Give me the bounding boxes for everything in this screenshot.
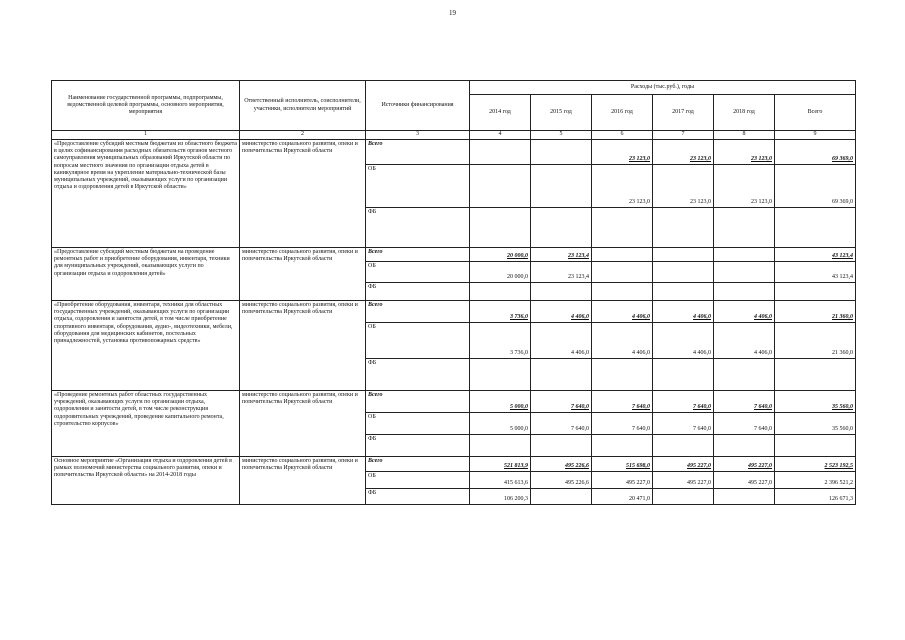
value-cell [714,435,775,457]
value-cell [775,359,856,391]
column-number: 4 [470,131,531,140]
value-cell: 23 123,4 [531,262,592,283]
value-cell: 43 123,4 [775,262,856,283]
header-year: 2018 год [714,95,775,131]
header-program: Наименование государственной программы, подпрограммы, ведомственной целевой программы, основного мероприятия, мероприятия [52,81,240,131]
header-source: Источники финансирования [366,81,470,131]
measure-executor: министерство социального развития, опеки и попечительства Иркутской области [240,140,366,248]
value-cell: 5 000,0 [470,413,531,435]
value-cell: 23 123,0 [653,140,714,165]
value-cell: 23 123,0 [714,165,775,208]
value-cell [714,359,775,391]
value-cell: 23 123,0 [714,140,775,165]
value-cell [775,283,856,301]
value-cell: 495 227,0 [714,457,775,472]
value-cell: 7 640,0 [531,391,592,413]
value-cell [653,489,714,505]
source-label: ФБ [366,283,470,301]
measure-executor: министерство социального развития, опеки и попечительства Иркутской области [240,457,366,505]
value-cell: 20 000,0 [470,248,531,262]
measure-name: Основное мероприятие «Организация отдыха и оздоровления детей в рамках полномочий министерства социального развития, опеки и попечительства Иркутской области» на 2014-2018 годы [52,457,240,505]
value-cell: 495 226,6 [531,457,592,472]
value-cell: 4 406,0 [653,301,714,323]
column-number: 1 [52,131,240,140]
value-cell: 7 640,0 [714,413,775,435]
value-cell [653,359,714,391]
value-cell: 23 123,4 [531,248,592,262]
value-cell: 515 698,0 [592,457,653,472]
value-cell: 495 227,0 [653,472,714,489]
value-cell [775,435,856,457]
header-year: 2015 год [531,95,592,131]
value-cell: 20 000,0 [470,262,531,283]
value-cell [653,435,714,457]
value-cell: 4 406,0 [531,323,592,359]
value-cell: 415 613,6 [470,472,531,489]
value-cell [592,283,653,301]
value-cell: 3 736,0 [470,323,531,359]
value-cell [531,489,592,505]
value-cell: 495 227,0 [714,472,775,489]
value-cell: 7 640,0 [653,391,714,413]
column-number: 2 [240,131,366,140]
value-cell: 23 123,0 [592,165,653,208]
value-cell: 4 406,0 [531,301,592,323]
value-cell: 7 640,0 [531,413,592,435]
value-cell [714,248,775,262]
source-label: ФБ [366,489,470,505]
table-row [52,140,856,165]
column-number: 5 [531,131,592,140]
page-number: 19 [449,9,456,17]
measure-name: «Предоставление субсидий местным бюджетам из областного бюджета в целях софинансирования расходных обязательств органов местного самоуправления муниципальных образований Иркутской области по вопросам местного значения по организации отдыха детей в каникулярное время на укрепление материально-технической базы муниципальных учреждений, оказывающих услуги по организации отдыха и оздоровления детей в Иркутской области» [52,140,240,248]
source-label: Всего [366,391,470,413]
source-label: Всего [366,457,470,472]
value-cell [592,262,653,283]
value-cell: 4 406,0 [653,323,714,359]
value-cell [531,208,592,248]
value-cell [592,359,653,391]
value-cell [653,248,714,262]
measure-name: «Приобретение оборудования, инвентаря, техники для областных государственных учреждений, оказывающих услуги по организации отдыха, оздоровления и занятости детей, в том числе приобретение спортивного инвентаря, оборудования, аудио-, видеотехники, мебели, оборудования для медицинских кабинетов, постельных принадлежностей, установка противопожарных средств» [52,301,240,391]
column-number: 3 [366,131,470,140]
value-cell: 2 396 521,2 [775,472,856,489]
column-number: 9 [775,131,856,140]
column-number: 6 [592,131,653,140]
value-cell: 521 813,9 [470,457,531,472]
value-cell: 495 227,0 [653,457,714,472]
value-cell: 126 671,3 [775,489,856,505]
value-cell [592,435,653,457]
value-cell: 5 000,0 [470,391,531,413]
header-expenses: Расходы (тыс.руб.), годы [470,81,856,95]
value-cell [592,208,653,248]
measure-name: «Проведение ремонтных работ областных государственных учреждений, оказывающих услуги по организации отдыха, оздоровления и занятости детей, в том числе реконструкция оздоровительных учреждений, проведение капитального ремонта, строительство корпусов» [52,391,240,457]
source-label: ОБ [366,413,470,435]
source-label: ФБ [366,359,470,391]
source-label: ОБ [366,165,470,208]
measure-executor: министерство социального развития, опеки и попечительства Иркутской области [240,248,366,301]
measure-name: «Предоставление субсидий местным бюджетам на проведение ремонтных работ и приобретение оборудования, инвентаря, техники для муниципальных учреждений, оказывающих услуги по организации отдыха и оздоровления детей» [52,248,240,301]
value-cell: 21 360,0 [775,301,856,323]
value-cell [470,140,531,165]
header-year: 2014 год [470,95,531,131]
value-cell [653,262,714,283]
value-cell [470,208,531,248]
value-cell [470,165,531,208]
value-cell: 4 406,0 [592,323,653,359]
value-cell [531,165,592,208]
value-cell [531,283,592,301]
value-cell: 7 640,0 [592,413,653,435]
measure-executor: министерство социального развития, опеки и попечительства Иркутской области [240,391,366,457]
source-label: ОБ [366,323,470,359]
source-label: ФБ [366,435,470,457]
value-cell [470,359,531,391]
value-cell [714,489,775,505]
value-cell [470,283,531,301]
value-cell: 106 200,3 [470,489,531,505]
header-year: 2017 год [653,95,714,131]
source-label: ОБ [366,262,470,283]
value-cell [653,283,714,301]
source-label: ОБ [366,472,470,489]
value-cell: 4 406,0 [714,301,775,323]
value-cell [592,248,653,262]
measure-executor: министерство социального развития, опеки и попечительства Иркутской области [240,301,366,391]
value-cell: 2 523 192,5 [775,457,856,472]
value-cell [653,208,714,248]
source-label: Всего [366,248,470,262]
table-row [52,457,856,472]
source-label: ФБ [366,208,470,248]
value-cell [531,140,592,165]
value-cell: 7 640,0 [653,413,714,435]
value-cell: 35 560,0 [775,413,856,435]
value-cell [714,262,775,283]
table-row [52,391,856,413]
column-number: 7 [653,131,714,140]
value-cell: 21 360,0 [775,323,856,359]
value-cell [531,435,592,457]
value-cell: 3 736,0 [470,301,531,323]
value-cell [470,435,531,457]
value-cell [714,208,775,248]
header-executor: Ответственный исполнитель, соисполнители, участники, исполнители мероприятий [240,81,366,131]
header-year: 2016 год [592,95,653,131]
source-label: Всего [366,301,470,323]
table-row [52,248,856,262]
value-cell: 35 560,0 [775,391,856,413]
value-cell: 495 227,0 [592,472,653,489]
value-cell: 43 123,4 [775,248,856,262]
column-number-row [52,131,856,140]
value-cell: 23 123,0 [653,165,714,208]
budget-table [51,80,856,505]
value-cell: 495 226,6 [531,472,592,489]
value-cell: 7 640,0 [714,391,775,413]
value-cell [775,208,856,248]
value-cell [531,359,592,391]
value-cell: 7 640,0 [592,391,653,413]
value-cell: 4 406,0 [714,323,775,359]
value-cell: 69 369,0 [775,140,856,165]
header-total: Всего [775,95,856,131]
value-cell: 69 369,0 [775,165,856,208]
value-cell: 4 406,0 [592,301,653,323]
table-row [52,301,856,323]
value-cell [714,283,775,301]
value-cell: 20 471,0 [592,489,653,505]
value-cell: 23 123,0 [592,140,653,165]
source-label: Всего [366,140,470,165]
column-number: 8 [714,131,775,140]
